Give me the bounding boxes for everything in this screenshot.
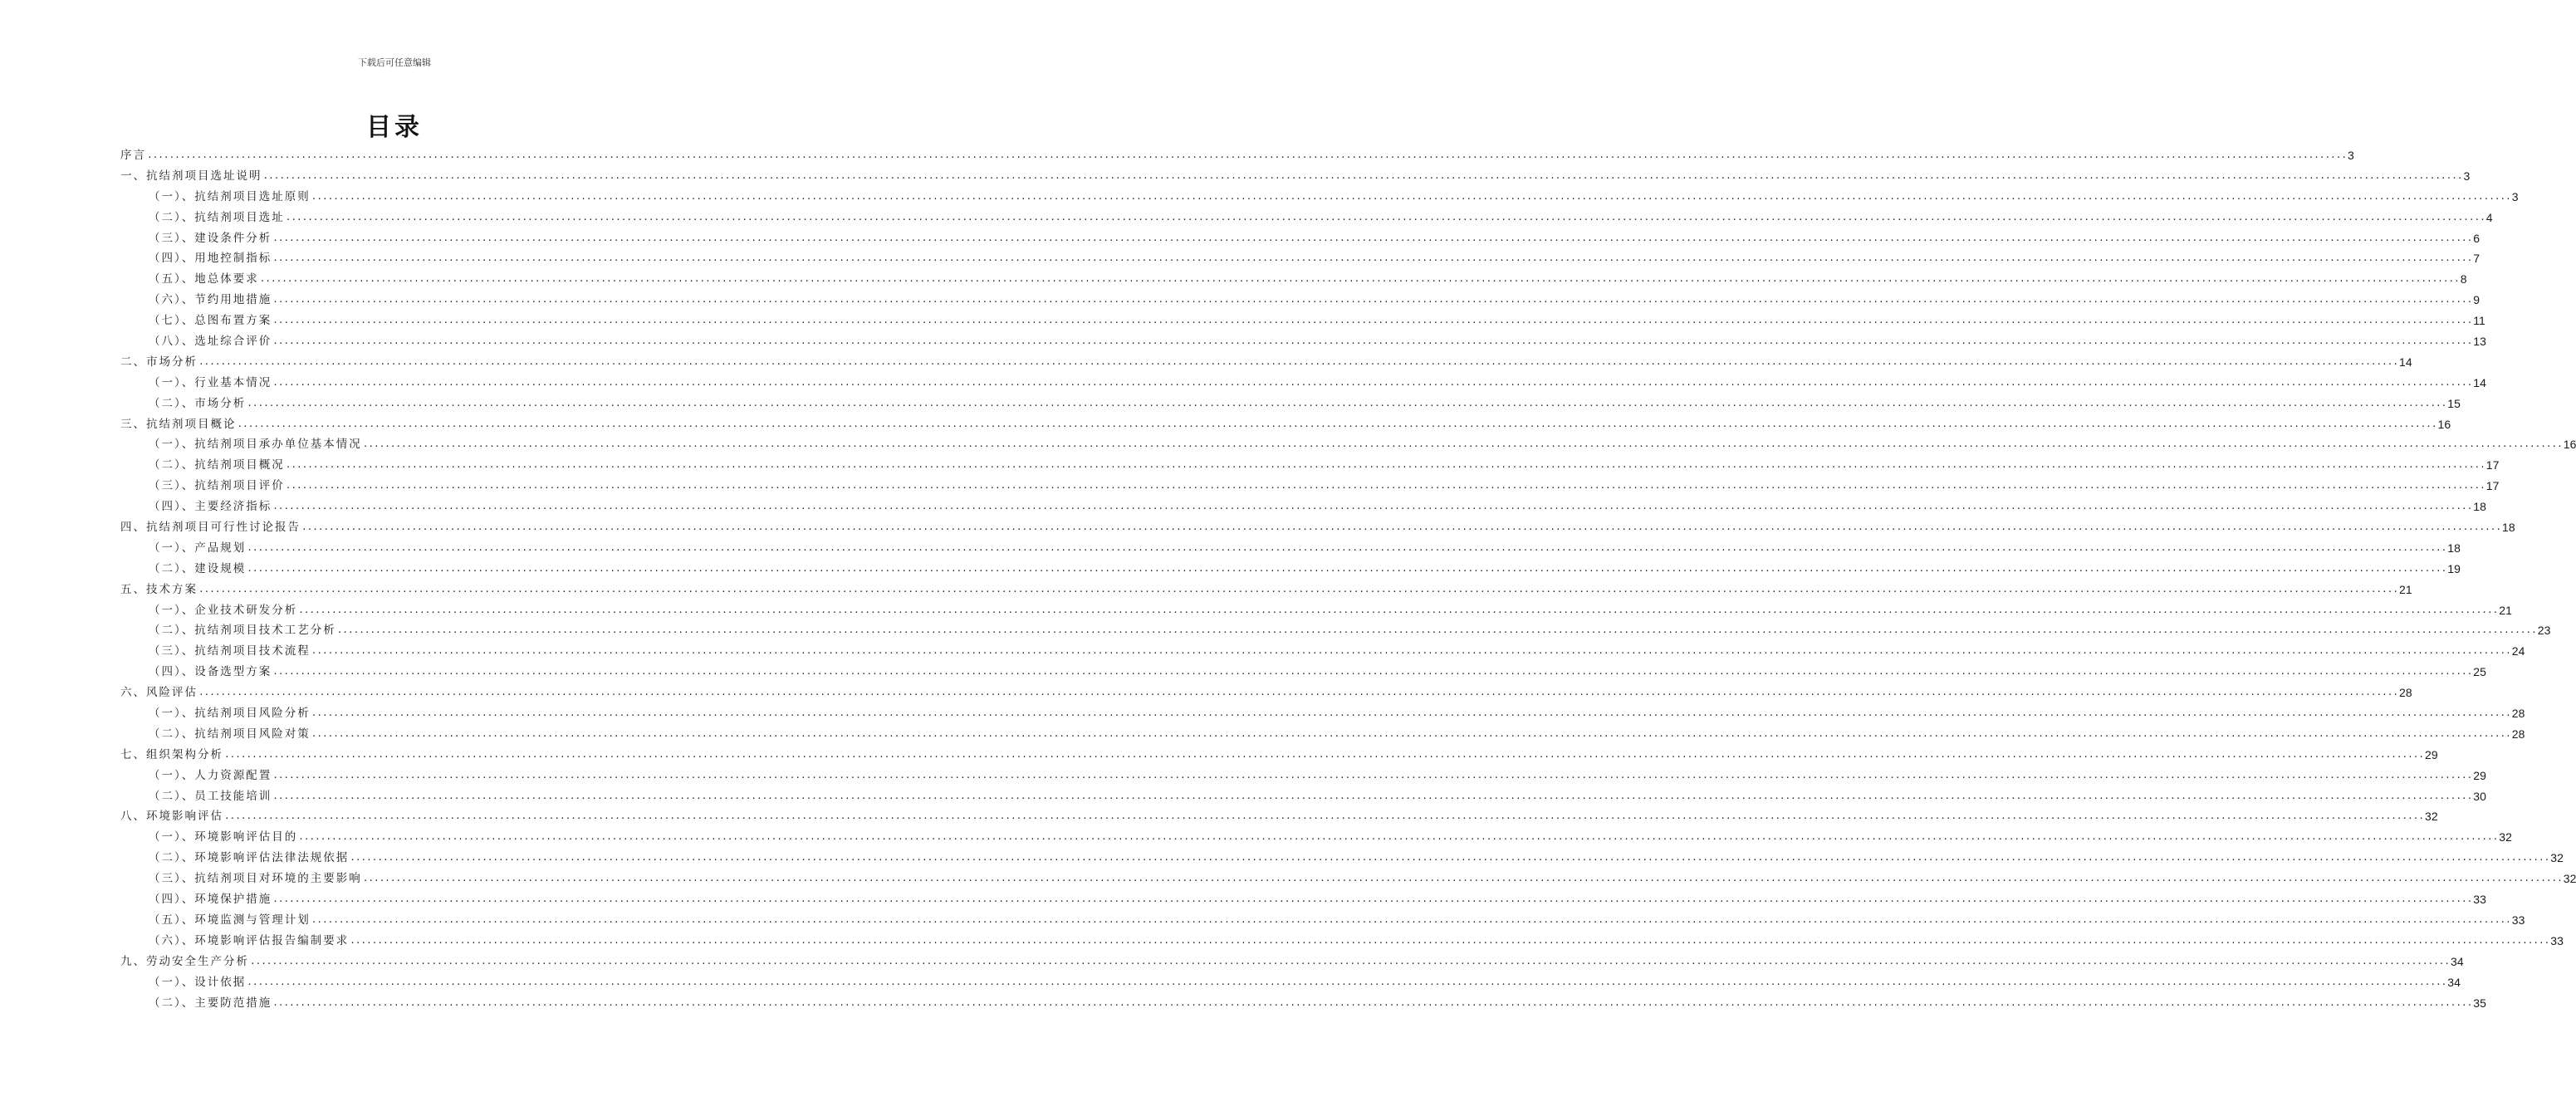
toc-entry-page: 34	[2451, 954, 2464, 968]
toc-entry[interactable]	[120, 786, 2486, 807]
toc-entry-label: （二）、抗结剂项目风险对策	[149, 727, 311, 741]
toc-entry[interactable]	[120, 931, 2564, 952]
toc-entry[interactable]	[120, 434, 2576, 455]
toc-entry-label: （六）、节约用地措施	[149, 293, 272, 307]
toc-leader-dots: ................................................................................................................................................................................................................................................................................................................................................................................................................	[272, 315, 2473, 326]
toc-leader-dots: ................................................................................................................................................................................................................................................................................................................................................................................................................	[362, 438, 2563, 450]
toc-entry-page: 33	[2550, 933, 2564, 947]
toc-leader-dots: ................................................................................................................................................................................................................................................................................................................................................................................................................	[147, 149, 2348, 160]
toc-entry-page: 28	[2511, 727, 2525, 741]
toc-leader-dots: ................................................................................................................................................................................................................................................................................................................................................................................................................	[224, 810, 2425, 822]
toc-entry-label: 三、抗结剂项目概论	[120, 417, 237, 431]
toc-entry-page: 34	[2447, 975, 2461, 989]
toc-entry-label: （一）、抗结剂项目风险分析	[149, 707, 311, 721]
toc-entry[interactable]	[120, 455, 2500, 476]
toc-leader-dots: ................................................................................................................................................................................................................................................................................................................................................................................................................	[259, 273, 2460, 285]
toc-entry-page: 28	[2511, 707, 2525, 721]
toc-leader-dots: ................................................................................................................................................................................................................................................................................................................................................................................................................	[247, 397, 2447, 409]
header-note: 下载后可任意编辑	[358, 57, 431, 68]
toc-entry-page: 35	[2473, 996, 2486, 1010]
toc-entry-page: 3	[2511, 189, 2519, 203]
toc-leader-dots: ................................................................................................................................................................................................................................................................................................................................................................................................................	[247, 976, 2447, 987]
toc-entry-page: 18	[2473, 500, 2486, 514]
toc-entry[interactable]	[120, 373, 2486, 394]
toc-entry-page: 18	[2447, 541, 2461, 555]
toc-entry-label: （一）、环境影响评估目的	[149, 830, 298, 844]
toc-entry[interactable]	[120, 972, 2461, 993]
toc-leader-dots: ................................................................................................................................................................................................................................................................................................................................................................................................................	[298, 604, 2499, 615]
toc-entry-page: 9	[2473, 293, 2481, 307]
toc-entry-page: 21	[2499, 603, 2512, 617]
toc-entry-page: 18	[2502, 521, 2515, 535]
toc-entry-label: （四）、环境保护措施	[149, 893, 272, 907]
toc-entry-page: 15	[2447, 396, 2461, 410]
toc-entry-page: 3	[2348, 148, 2354, 162]
toc-entry-page: 29	[2473, 768, 2486, 782]
toc-entry[interactable]	[120, 889, 2486, 910]
toc-leader-dots: ................................................................................................................................................................................................................................................................................................................................................................................................................	[336, 624, 2537, 636]
toc-entry-label: （二）、市场分析	[149, 396, 247, 410]
toc-entry-label: （七）、总图布置方案	[149, 314, 272, 328]
toc-entry-page: 24	[2511, 644, 2525, 658]
toc-entry-page: 4	[2485, 210, 2493, 224]
toc-entry[interactable]	[120, 600, 2512, 621]
toc-leader-dots: ................................................................................................................................................................................................................................................................................................................................................................................................................	[285, 211, 2485, 223]
toc-leader-dots: ................................................................................................................................................................................................................................................................................................................................................................................................................	[272, 769, 2473, 781]
toc-entry-page: 3	[2463, 169, 2471, 183]
toc-entry[interactable]	[120, 476, 2500, 497]
toc-entry[interactable]	[120, 538, 2461, 559]
toc-entry-label: （八）、选址综合评价	[149, 335, 272, 348]
toc-entry-page: 32	[2550, 851, 2564, 865]
toc-entry-label: （三）、抗结剂项目评价	[149, 479, 285, 493]
toc-entry-label: （四）、用地控制指标	[149, 252, 272, 266]
toc-entry-page: 23	[2537, 624, 2551, 638]
toc-entry-page: 17	[2485, 479, 2500, 493]
toc-leader-dots: ................................................................................................................................................................................................................................................................................................................................................................................................................	[311, 913, 2511, 925]
toc-entry-page: 11	[2473, 314, 2485, 328]
toc-entry[interactable]	[120, 910, 2525, 931]
toc-entry-label: （四）、设备选型方案	[149, 665, 272, 679]
toc-entry-page: 30	[2473, 789, 2486, 803]
toc-entry-label: 五、技术方案	[120, 582, 198, 596]
toc-leader-dots: ................................................................................................................................................................................................................................................................................................................................................................................................................	[285, 459, 2485, 471]
toc-entry-label: （二）、抗结剂项目概况	[149, 458, 285, 472]
toc-entry[interactable]	[120, 952, 2464, 972]
toc-entry-label: （二）、抗结剂项目技术工艺分析	[149, 624, 336, 638]
toc-entry[interactable]	[120, 497, 2486, 517]
toc-leader-dots: ................................................................................................................................................................................................................................................................................................................................................................................................................	[224, 748, 2425, 760]
toc-entry-page: 33	[2511, 913, 2525, 927]
toc-leader-dots: ................................................................................................................................................................................................................................................................................................................................................................................................................	[272, 376, 2473, 388]
toc-entry[interactable]	[120, 352, 2412, 373]
toc-entry-label: （五）、地总体要求	[149, 272, 259, 286]
toc-entry-page: 21	[2399, 582, 2412, 596]
toc-entry[interactable]	[120, 269, 2467, 290]
toc-entry-page: 8	[2460, 272, 2467, 286]
toc-leader-dots: ................................................................................................................................................................................................................................................................................................................................................................................................................	[198, 687, 2399, 698]
toc-entry-page: 28	[2399, 686, 2412, 700]
toc-entry-label: （三）、抗结剂项目技术流程	[149, 644, 311, 658]
toc-entry[interactable]	[120, 208, 2493, 228]
toc-entry-page: 6	[2473, 231, 2481, 245]
toc-entry-label: （二）、建设规模	[149, 561, 247, 575]
toc-leader-dots: ................................................................................................................................................................................................................................................................................................................................................................................................................	[247, 562, 2447, 574]
toc-entry-page: 32	[2563, 872, 2576, 886]
toc-leader-dots: ................................................................................................................................................................................................................................................................................................................................................................................................................	[262, 169, 2463, 181]
toc-leader-dots: ................................................................................................................................................................................................................................................................................................................................................................................................................	[311, 727, 2511, 739]
toc-leader-dots: ................................................................................................................................................................................................................................................................................................................................................................................................................	[250, 955, 2451, 967]
toc-entry-label: （四）、主要经济指标	[149, 500, 272, 514]
toc-entry-page: 17	[2485, 458, 2500, 472]
toc-entry[interactable]	[120, 517, 2515, 538]
toc-entry[interactable]	[120, 559, 2461, 580]
toc-entry-label: （五）、环境监测与管理计划	[149, 913, 311, 927]
toc-entry-page: 19	[2447, 561, 2461, 575]
toc-entry[interactable]	[120, 703, 2525, 724]
toc-entry-label: 二、市场分析	[120, 355, 198, 369]
toc-entry-page: 29	[2425, 747, 2438, 761]
toc-entry-label: （一）、产品规划	[149, 541, 247, 555]
toc-leader-dots: ................................................................................................................................................................................................................................................................................................................................................................................................................	[350, 934, 2550, 946]
toc-title: 目录	[366, 113, 423, 142]
toc-leader-dots: ................................................................................................................................................................................................................................................................................................................................................................................................................	[272, 501, 2473, 512]
toc-entry[interactable]	[120, 807, 2438, 828]
toc-entry[interactable]	[120, 662, 2486, 683]
toc-entry[interactable]	[120, 766, 2486, 786]
toc-entry-label: （二）、员工技能培训	[149, 789, 272, 803]
toc-entry-label: 九、劳动安全生产分析	[120, 954, 249, 968]
toc-entry-label: （一）、设计依据	[149, 975, 247, 989]
toc-entry[interactable]	[120, 993, 2486, 1014]
toc-leader-dots: ................................................................................................................................................................................................................................................................................................................................................................................................................	[198, 583, 2399, 595]
toc-entry-page: 14	[2399, 355, 2412, 369]
toc-entry[interactable]	[120, 745, 2438, 766]
toc-entry-label: （二）、抗结剂项目选址	[149, 210, 285, 224]
toc-entry[interactable]	[120, 145, 2354, 166]
toc-entry-page: 7	[2473, 252, 2481, 266]
toc-leader-dots: ................................................................................................................................................................................................................................................................................................................................................................................................................	[311, 645, 2511, 657]
toc-entry-label: （三）、抗结剂项目对环境的主要影响	[149, 872, 362, 886]
toc-entry-label: （三）、建设条件分析	[149, 231, 272, 245]
toc-entry[interactable]	[120, 848, 2564, 869]
toc-leader-dots: ................................................................................................................................................................................................................................................................................................................................................................................................................	[311, 707, 2511, 719]
toc-entry[interactable]	[120, 394, 2461, 414]
toc-entry-page: 13	[2473, 335, 2486, 348]
toc-entry[interactable]	[120, 869, 2576, 889]
toc-entry-label: （二）、主要防范措施	[149, 996, 272, 1010]
toc-entry[interactable]	[120, 187, 2519, 208]
toc-entry-label: （一）、行业基本情况	[149, 375, 272, 389]
toc-entry-label: 四、抗结剂项目可行性讨论报告	[120, 521, 301, 535]
toc-entry-page: 32	[2425, 810, 2438, 824]
toc-entry-page: 16	[2563, 438, 2576, 452]
toc-leader-dots: ................................................................................................................................................................................................................................................................................................................................................................................................................	[272, 294, 2473, 306]
toc-entry-page: 33	[2473, 893, 2486, 907]
toc-entry[interactable]	[120, 228, 2481, 249]
toc-entry[interactable]	[120, 290, 2481, 311]
toc-entry-label: 六、风险评估	[120, 686, 198, 700]
table-of-contents	[120, 145, 2576, 1013]
toc-leader-dots: ................................................................................................................................................................................................................................................................................................................................................................................................................	[272, 996, 2473, 1008]
toc-entry-label: 七、组织架构分析	[120, 747, 223, 761]
toc-leader-dots: ................................................................................................................................................................................................................................................................................................................................................................................................................	[311, 190, 2511, 202]
toc-leader-dots: ................................................................................................................................................................................................................................................................................................................................................................................................................	[301, 521, 2502, 533]
toc-leader-dots: ................................................................................................................................................................................................................................................................................................................................................................................................................	[198, 355, 2399, 367]
toc-leader-dots: ................................................................................................................................................................................................................................................................................................................................................................................................................	[247, 541, 2447, 553]
toc-leader-dots: ................................................................................................................................................................................................................................................................................................................................................................................................................	[285, 480, 2485, 492]
toc-entry-label: 八、环境影响评估	[120, 810, 223, 824]
toc-entry-label: 序言	[120, 148, 146, 162]
toc-entry-label: （六）、环境影响评估报告编制要求	[149, 933, 350, 947]
toc-entry[interactable]	[120, 683, 2412, 703]
toc-entry[interactable]	[120, 248, 2481, 269]
toc-entry[interactable]	[120, 827, 2512, 848]
toc-leader-dots: ................................................................................................................................................................................................................................................................................................................................................................................................................	[272, 335, 2473, 346]
toc-entry-page: 16	[2437, 417, 2451, 431]
toc-entry-label: （一）、抗结剂项目承办单位基本情况	[149, 438, 362, 452]
toc-entry-page: 32	[2499, 830, 2512, 844]
toc-leader-dots: ................................................................................................................................................................................................................................................................................................................................................................................................................	[237, 418, 2437, 429]
toc-entry-page: 25	[2473, 665, 2486, 679]
toc-leader-dots: ................................................................................................................................................................................................................................................................................................................................................................................................................	[272, 232, 2473, 243]
toc-entry[interactable]	[120, 311, 2485, 331]
toc-entry[interactable]	[120, 620, 2551, 641]
toc-entry[interactable]	[120, 641, 2525, 662]
toc-entry-label: （一）、抗结剂项目选址原则	[149, 189, 311, 203]
toc-entry[interactable]	[120, 331, 2486, 352]
toc-entry[interactable]	[120, 414, 2451, 435]
toc-entry-label: （二）、环境影响评估法律法规依据	[149, 851, 350, 865]
toc-entry-label: （一）、人力资源配置	[149, 768, 272, 782]
toc-entry-page: 14	[2473, 375, 2486, 389]
toc-leader-dots: ................................................................................................................................................................................................................................................................................................................................................................................................................	[298, 831, 2499, 843]
toc-leader-dots: ................................................................................................................................................................................................................................................................................................................................................................................................................	[350, 852, 2550, 864]
toc-leader-dots: ................................................................................................................................................................................................................................................................................................................................................................................................................	[272, 893, 2473, 905]
toc-leader-dots: ................................................................................................................................................................................................................................................................................................................................................................................................................	[362, 873, 2563, 884]
toc-entry-label: 一、抗结剂项目选址说明	[120, 169, 262, 183]
toc-leader-dots: ................................................................................................................................................................................................................................................................................................................................................................................................................	[272, 252, 2473, 264]
toc-entry[interactable]	[120, 724, 2525, 745]
toc-leader-dots: ................................................................................................................................................................................................................................................................................................................................................................................................................	[272, 666, 2473, 678]
toc-entry[interactable]	[120, 580, 2412, 600]
toc-entry[interactable]	[120, 166, 2471, 187]
toc-entry-label: （一）、企业技术研发分析	[149, 603, 298, 617]
toc-leader-dots: ................................................................................................................................................................................................................................................................................................................................................................................................................	[272, 790, 2473, 801]
